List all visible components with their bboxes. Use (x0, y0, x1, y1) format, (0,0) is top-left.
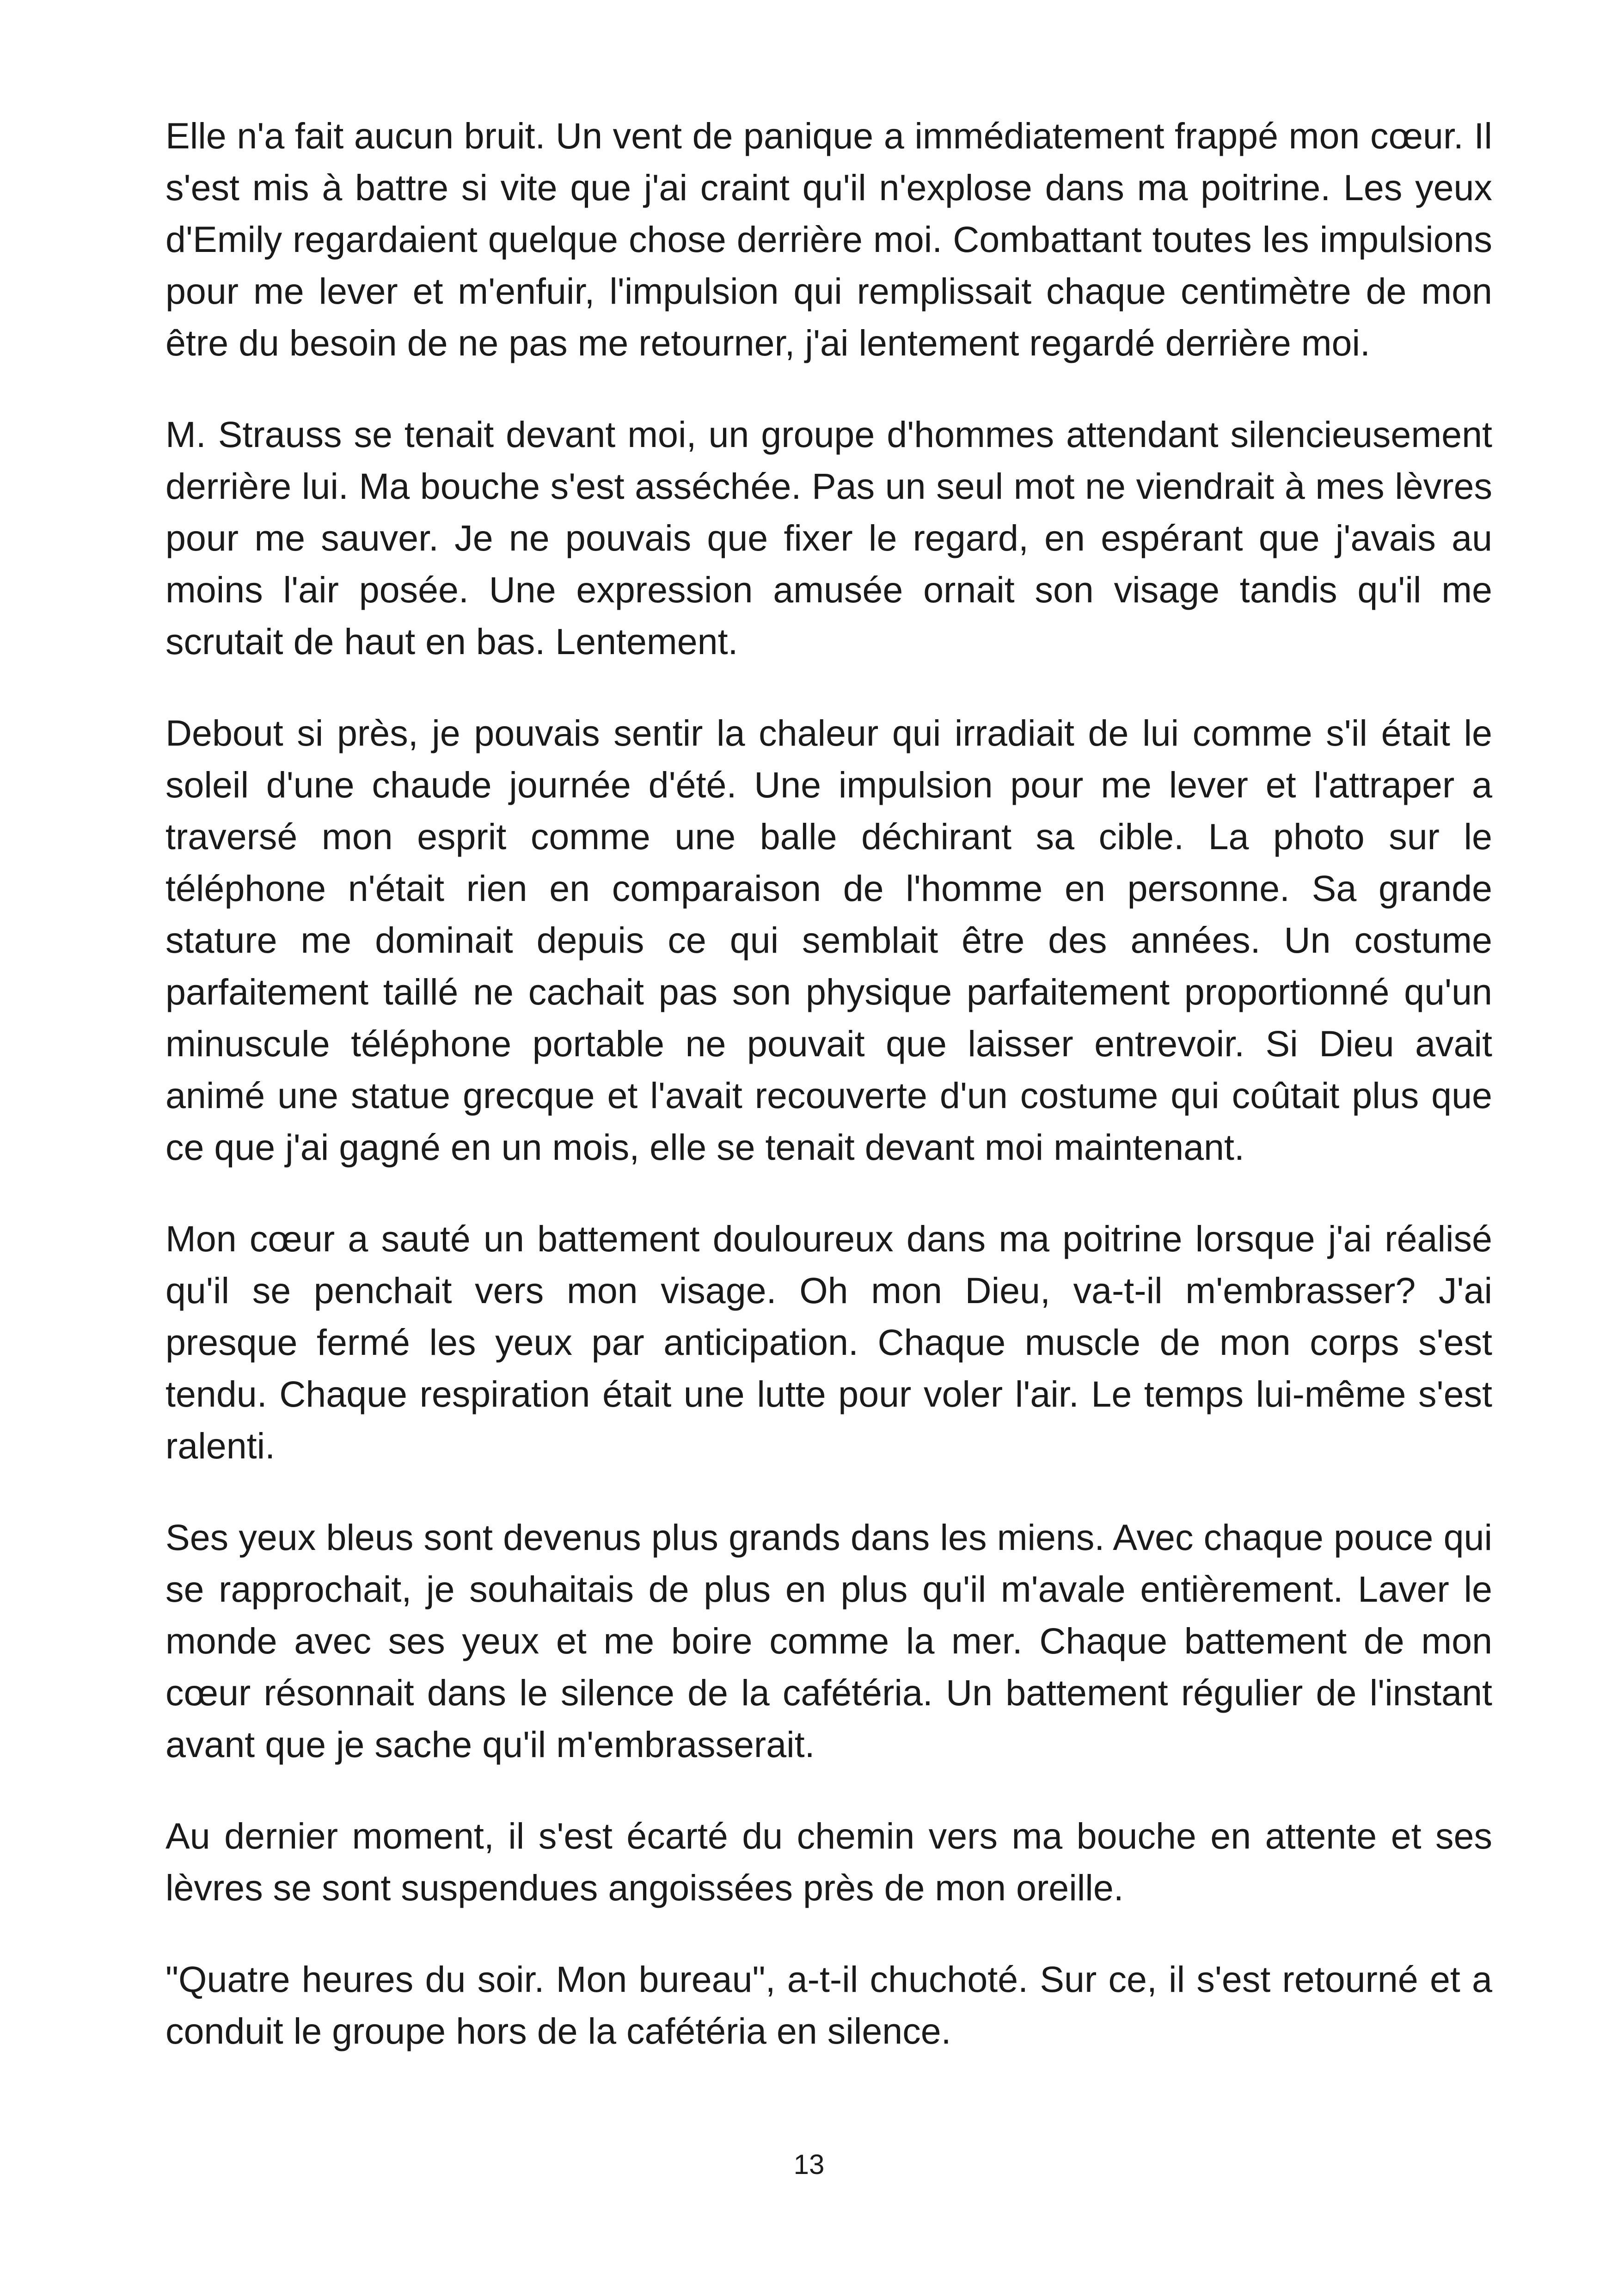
paragraph: Debout si près, je pouvais sentir la chaleur qui irradiait de lui comme s'il était le soleil d'une chaude journée d'été. Une impulsion pour me lever et l'attraper a traversé mon esprit comme une balle déchirant sa cible. La photo sur le téléphone n'était rien en comparaison de l'homme en personne. Sa grande stature me dominait depuis ce qui semblait être des années. Un costume parfaitement taillé ne cachait pas son physique parfaitement proportionné qu'un minuscule téléphone portable ne pouvait que laisser entrevoir. Si Dieu avait animé une statue grecque et l'avait recouverte d'un costume qui coûtait plus que ce que j'ai gagné en un mois, elle se tenait devant moi maintenant. (165, 712, 1492, 1168)
paragraph: "Quatre heures du soir. Mon bureau", a-t-il chuchoté. Sur ce, il s'est retourné et a conduit le groupe hors de la cafétéria en silence. (165, 1959, 1492, 2051)
paragraph: Elle n'a fait aucun bruit. Un vent de panique a immédiatement frappé mon cœur. Il s'est mis à battre si vite que j'ai craint qu'il n'explose dans ma poitrine. Les yeux d'Emily regardaient quelque chose derrière moi. Combattant toutes les impulsions pour me lever et m'enfuir, l'impulsion qui remplissait chaque centimètre de mon être du besoin de ne pas me retourner, j'ai lentement regardé derrière moi. (165, 115, 1492, 363)
body-text (165, 110, 1492, 2057)
paragraph: Mon cœur a sauté un battement douloureux dans ma poitrine lorsque j'ai réalisé qu'il se penchait vers mon visage. Oh mon Dieu, va-t-il m'embrasser? J'ai presque fermé les yeux par anticipation. Chaque muscle de mon corps s'est tendu. Chaque respiration était une lutte pour voler l'air. Le temps lui-même s'est ralenti. (165, 1218, 1492, 1466)
paragraph: Ses yeux bleus sont devenus plus grands dans les miens. Avec chaque pouce qui se rapprochait, je souhaitais de plus en plus qu'il m'avale entièrement. Laver le monde avec ses yeux et me boire comme la mer. Chaque battement de mon cœur résonnait dans le silence de la cafétéria. Un battement régulier de l'instant avant que je sache qu'il m'embrasserait. (165, 1517, 1492, 1765)
page-number: 13 (793, 2149, 825, 2180)
paragraph: M. Strauss se tenait devant moi, un groupe d'hommes attendant silencieusement derrière lui. Ma bouche s'est asséchée. Pas un seul mot ne viendrait à mes lèvres pour me sauver. Je ne pouvais que fixer le regard, en espérant que j'avais au moins l'air posée. Une expression amusée ornait son visage tandis qu'il me scrutait de haut en bas. Lentement. (165, 414, 1492, 662)
paragraph: Au dernier moment, il s'est écarté du chemin vers ma bouche en attente et ses lèvres se sont suspendues angoissées près de mon oreille. (165, 1815, 1492, 1908)
